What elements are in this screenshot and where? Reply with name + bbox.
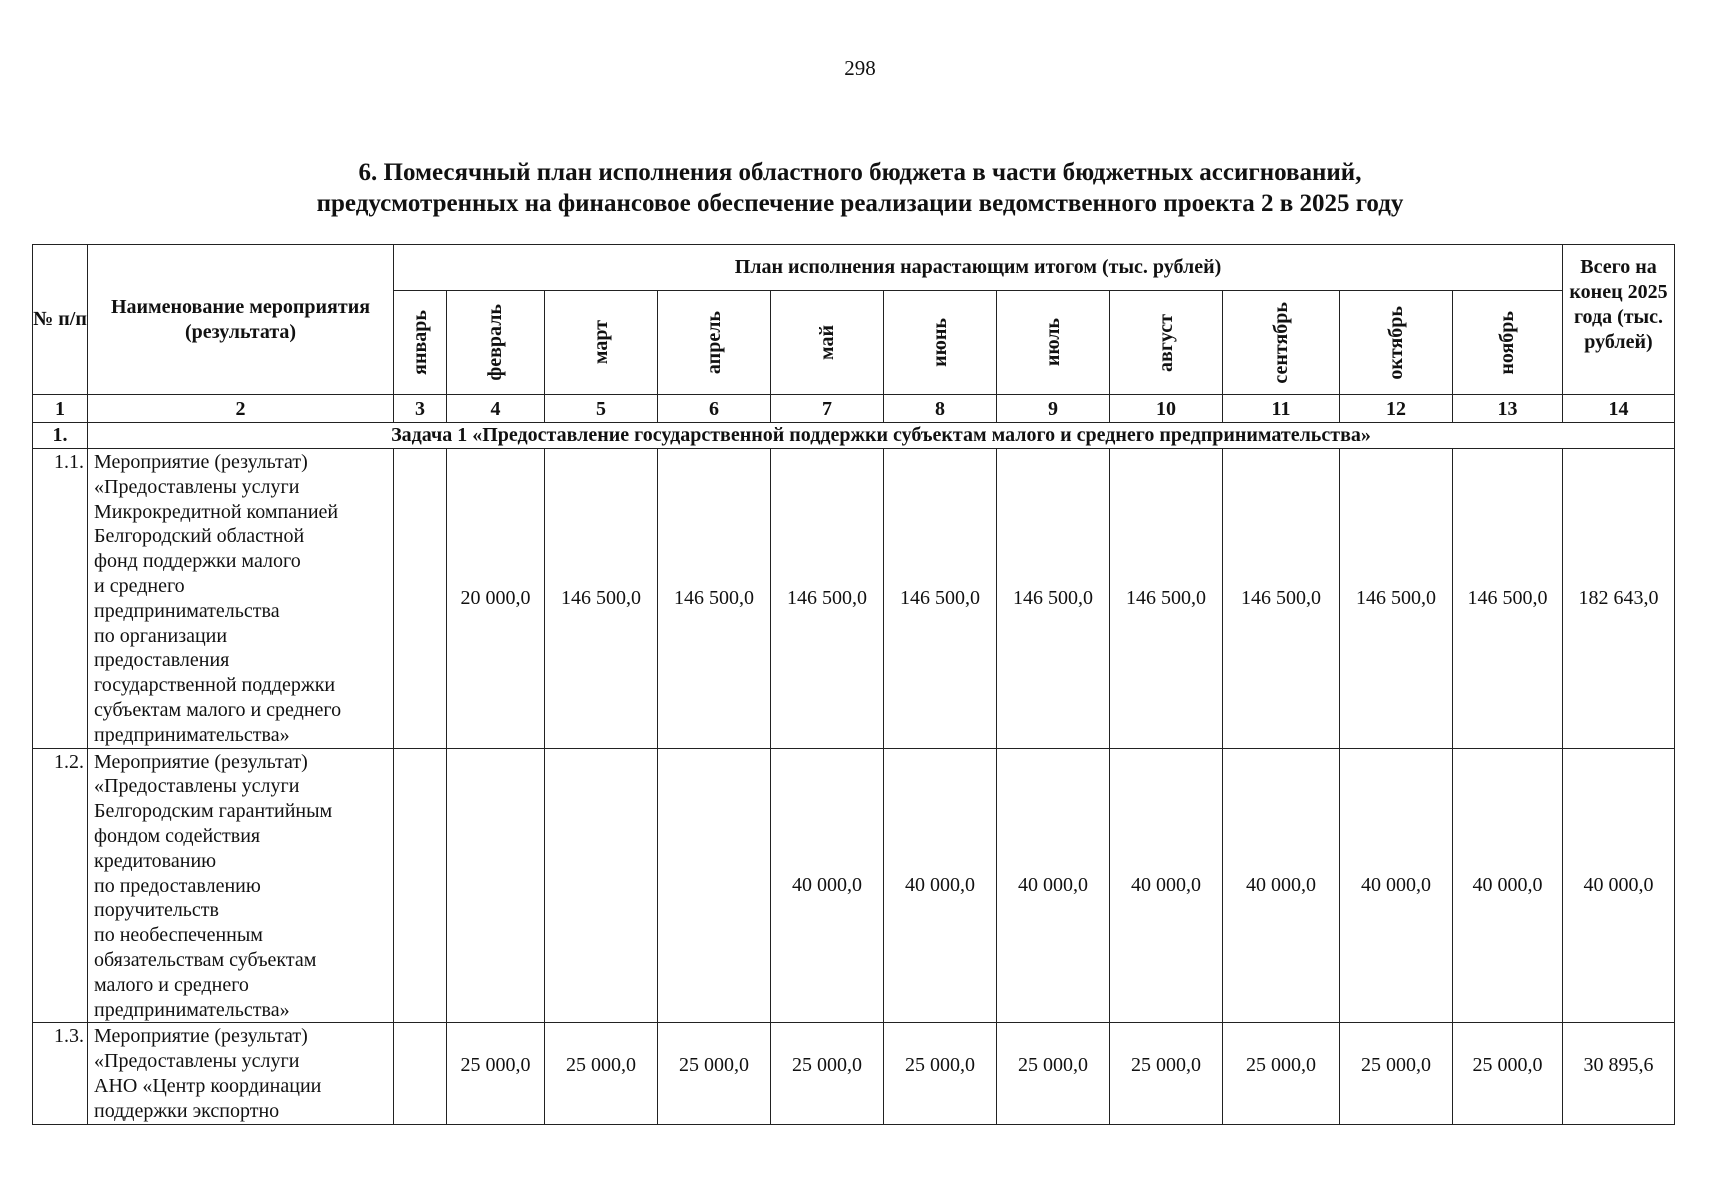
row-activity-name: Мероприятие (результат) «Предоставлены услуги АНО «Центр координации поддержки экспортно — [88, 1023, 394, 1124]
total-cell: 40 000,0 — [1563, 748, 1675, 1023]
column-number: 7 — [771, 395, 884, 423]
value-cell — [394, 449, 447, 749]
task-number: 1. — [33, 423, 88, 449]
value-cell: 40 000,0 — [997, 748, 1110, 1023]
value-cell: 146 500,0 — [997, 449, 1110, 749]
table-row — [33, 1023, 1675, 1124]
value-cell: 146 500,0 — [771, 449, 884, 749]
column-number: 10 — [1110, 395, 1223, 423]
value-cell: 146 500,0 — [545, 449, 658, 749]
header-month: март — [545, 291, 658, 395]
value-cell: 40 000,0 — [1110, 748, 1223, 1023]
column-number: 4 — [447, 395, 545, 423]
document-title — [0, 157, 1720, 219]
value-cell: 25 000,0 — [545, 1023, 658, 1124]
task-title: Задача 1 «Предоставление государственной поддержки субъектам малого и среднего предпринимательства» — [88, 423, 1675, 449]
value-cell — [447, 748, 545, 1023]
value-cell: 25 000,0 — [447, 1023, 545, 1124]
value-cell: 40 000,0 — [1223, 748, 1340, 1023]
value-cell: 146 500,0 — [1223, 449, 1340, 749]
column-number: 9 — [997, 395, 1110, 423]
value-cell — [394, 1023, 447, 1124]
column-number: 13 — [1453, 395, 1563, 423]
page-number: 298 — [844, 56, 876, 80]
column-number: 14 — [1563, 395, 1675, 423]
row-number: 1.1. — [33, 449, 88, 749]
task-row — [33, 423, 1675, 449]
title-line-1: 6. Помесячный план исполнения областного бюджета в части бюджетных ассигнований, — [358, 159, 1362, 186]
header-num: № п/п — [33, 245, 88, 395]
value-cell: 25 000,0 — [771, 1023, 884, 1124]
value-cell: 40 000,0 — [1453, 748, 1563, 1023]
value-cell: 40 000,0 — [1340, 748, 1453, 1023]
value-cell: 146 500,0 — [1110, 449, 1223, 749]
value-cell: 146 500,0 — [658, 449, 771, 749]
value-cell: 25 000,0 — [1110, 1023, 1223, 1124]
header-plan: План исполнения нарастающим итогом (тыс. рублей) — [394, 245, 1563, 291]
header-month: апрель — [658, 291, 771, 395]
header-month: сентябрь — [1223, 291, 1340, 395]
column-number: 12 — [1340, 395, 1453, 423]
total-cell: 182 643,0 — [1563, 449, 1675, 749]
header-month: июль — [997, 291, 1110, 395]
row-activity-name: Мероприятие (результат) «Предоставлены услуги Микрокредитной компанией Белгородский областной фонд поддержки малого и среднего предпринимательства по организации предоставления государственной поддержки субъектам малого и среднего предпринимательства» — [88, 449, 394, 749]
header-month: январь — [394, 291, 447, 395]
value-cell: 146 500,0 — [884, 449, 997, 749]
header-total: Всего на конец 2025 года (тыс. рублей) — [1563, 245, 1675, 395]
value-cell: 25 000,0 — [884, 1023, 997, 1124]
column-numbers-row — [33, 395, 1675, 423]
value-cell — [394, 748, 447, 1023]
value-cell: 20 000,0 — [447, 449, 545, 749]
column-number: 6 — [658, 395, 771, 423]
header-month: ноябрь — [1453, 291, 1563, 395]
table-row — [33, 449, 1675, 749]
value-cell — [658, 748, 771, 1023]
title-line-2: предусмотренных на финансовое обеспечение реализации ведомственного проекта 2 в 2025 году — [316, 190, 1404, 217]
row-number: 1.2. — [33, 748, 88, 1023]
row-number: 1.3. — [33, 1023, 88, 1124]
value-cell: 146 500,0 — [1340, 449, 1453, 749]
value-cell: 40 000,0 — [884, 748, 997, 1023]
column-number: 3 — [394, 395, 447, 423]
column-number: 8 — [884, 395, 997, 423]
budget-plan-table — [32, 244, 1675, 1125]
value-cell — [545, 748, 658, 1023]
total-cell: 30 895,6 — [1563, 1023, 1675, 1124]
row-activity-name: Мероприятие (результат) «Предоставлены услуги Белгородским гарантийным фондом содействия кредитованию по предоставлению поручительств по необеспеченным обязательствам субъектам малого и среднего предпринимательства» — [88, 748, 394, 1023]
header-month: август — [1110, 291, 1223, 395]
header-month: октябрь — [1340, 291, 1453, 395]
column-number: 2 — [88, 395, 394, 423]
column-number: 11 — [1223, 395, 1340, 423]
header-month: май — [771, 291, 884, 395]
header-row-1 — [33, 245, 1675, 291]
table-row — [33, 748, 1675, 1023]
column-number: 5 — [545, 395, 658, 423]
header-month: февраль — [447, 291, 545, 395]
header-month: июнь — [884, 291, 997, 395]
value-cell: 25 000,0 — [1340, 1023, 1453, 1124]
value-cell: 146 500,0 — [1453, 449, 1563, 749]
value-cell: 25 000,0 — [997, 1023, 1110, 1124]
column-number: 1 — [33, 395, 88, 423]
value-cell: 25 000,0 — [1223, 1023, 1340, 1124]
value-cell: 40 000,0 — [771, 748, 884, 1023]
header-name: Наименование мероприятия (результата) — [88, 245, 394, 395]
value-cell: 25 000,0 — [658, 1023, 771, 1124]
value-cell: 25 000,0 — [1453, 1023, 1563, 1124]
